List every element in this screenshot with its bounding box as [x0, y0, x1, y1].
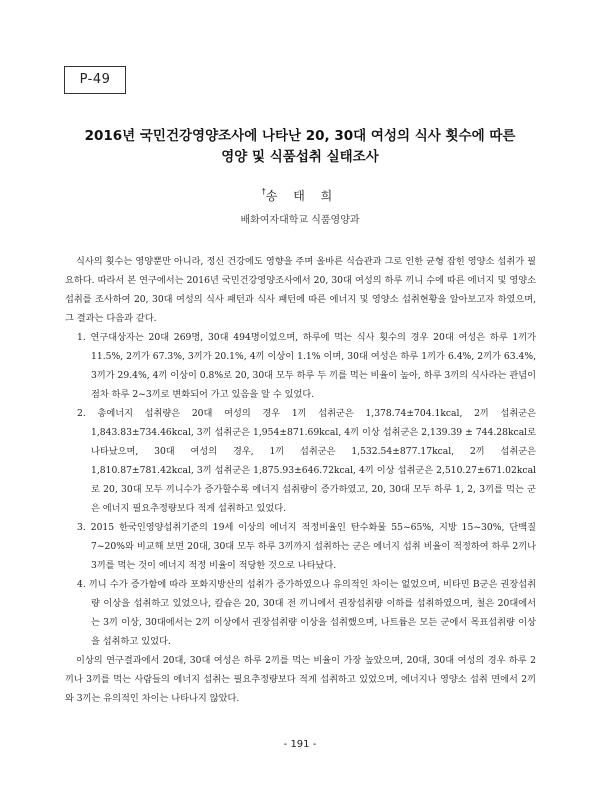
abstract-code-box: P-49: [64, 66, 126, 94]
corresponding-author-mark: †: [261, 187, 266, 196]
author: [0, 187, 600, 204]
title-line-2: 영양 및 식품섭취 실태조사: [221, 149, 379, 165]
result-item-2: 2. 총에너지 섭취량은 20대 여성의 경우 1끼 섭취군은 1,378.74±704.1kcal, 2끼 섭취군은 1,843.83±734.46kcal, 3끼 섭취군은 1,954±871.69kcal, 4끼 이상 섭취군은 2,139.39 ± 744.28kcal로 나타났으며, 30대 여성의 경우, 1끼 섭취군은 1,532.54±877.17kcal, 2끼 섭취군은 1,810.87±781.42kcal, 3끼 섭취군은 1,875.93±646.72kcal, 4끼 이상 섭취군은 2,510.27±671.02kcal로 20, 30대 모두 끼니수가 증가할수록 에너지 섭취량이 증가하였고, 20, 30대 모두 하루 1, 2, 3끼를 먹는 군은 에너지 필요추정량보다 적게 섭취하고 있었다.: [77, 408, 536, 514]
abstract-body: [65, 252, 536, 708]
author-name: 송 태 희: [265, 189, 339, 203]
affiliation: 배화여자대학교 식품영양과: [240, 215, 360, 226]
result-item-4: 4. 끼니 수가 증가함에 따라 포화지방산의 섭취가 증가하였으나 유의적인 차이는 없었으며, 비타민 B군은 권장섭취량 이상을 섭취하고 있었으나, 칼슘은 20, 30대 전 끼니에서 권장섭취량 이하를 섭취하였으며, 철은 20대에서는 3끼 이상, 30대에서는 2끼 이상에서 권장섭취량 이상을 섭취했으며, 나트륨은 모든 군에서 목표섭취량 이상을 섭취하고 있었다.: [77, 579, 536, 647]
intro-paragraph: 식사의 횟수는 영양뿐만 아니라, 정신 건강에도 영향을 주며 올바른 식습관과 그로 인한 균형 잡힌 영양소 섭취가 필요하다. 따라서 본 연구에서는 2016년 국민건강영양조사에서 20, 30대 여성의 하루 끼니 수에 따른 에너지 및 영양소 섭취를 조사하여 20, 30대 여성의 식사 패턴과 식사 패턴에 따른 에너지 및 영양소 섭취현황을 알아보고자 하였으며, 그 결과는 다음과 같다.: [65, 256, 536, 324]
result-item-1: 1. 연구대상자는 20대 269명, 30대 494명이었으며, 하루에 먹는 식사 횟수의 경우 20대 여성은 하루 1끼가 11.5%, 2끼가 67.3%, 3끼가 20.1%, 4끼 이상이 1.1% 이며, 30대 여성은 하루 1끼가 6.4%, 2끼가 63.4%, 3끼가 29.4%, 4끼 이상이 0.8%로 20, 30대 모두 하루 두 끼를 먹는 비율이 높아, 하루 3끼의 식사라는 관념이 점차 하루 2~3끼로 변화되어 가고 있음을 알 수 있었다.: [77, 332, 536, 400]
title-line-1: 2016년 국민건강영양조사에 나타난 20, 30대 여성의 식사 횟수에 따른: [84, 128, 516, 144]
result-item-3: 3. 2015 한국인영양섭취기준의 19세 이상의 에너지 적정비율인 탄수화물 55~65%, 지방 15~30%, 단백질 7~20%와 비교해 보면 20대, 30대 모두 하루 3끼까지 섭취하는 군은 에너지 섭취 비율이 적정하여 하루 2끼나 3끼를 먹는 것이 에너지 적정 비율이 적당한 것으로 나타났다.: [77, 522, 536, 571]
page-number: - 191 -: [283, 739, 317, 750]
conclusion-paragraph: 이상의 연구결과에서 20대, 30대 여성은 하루 2끼를 먹는 비율이 가장 높았으며, 20대, 30대 여성의 경우 하루 2끼나 3끼를 먹는 사람들의 에너지 섭취는 필요추정량보다 적게 섭취하고 있었으며, 에너지나 영양소 섭취 면에서 2끼와 3끼는 유의적인 차이는 나타나지 않았다.: [65, 655, 536, 704]
